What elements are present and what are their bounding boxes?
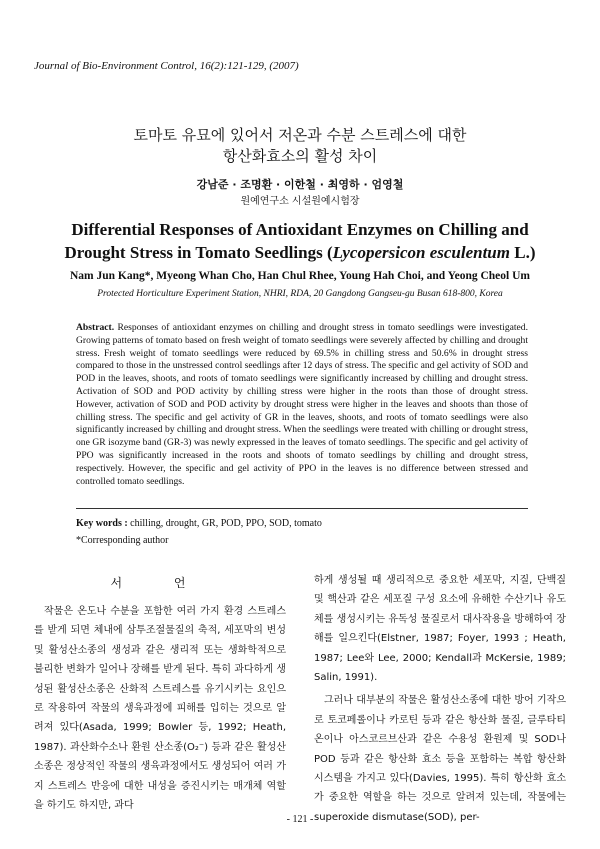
right-column-paragraph-2: 그러나 대부분의 작물은 활성산소종에 대한 방어 기작으로 토코페롤이나 카로틴 등과 같은 항산화 물질, 글루타티온이나 아스코르브산과 같은 수용성 환원제 및 SOD나 POD 등과 같은 항산화 효소 등을 포함하는 복합 항산화 시스템을 가지고 있다(Davies, 1995). 특히 항산화 효소가 중요한 역할을 하는 것으로 알려져 있는데, 작물에는 superoxide dismutase(SOD), per- [314,695,566,823]
english-title-line-2-suffix: L.) [510,243,536,262]
english-title-line-2-prefix: Drought Stress in Tomato Seedlings ( [64,243,333,262]
species-name: Lycopersicon esculentum [332,243,510,262]
abstract-label: Abstract. [76,322,115,333]
left-column-paragraph: 작물은 온도나 수분을 포함한 여러 가지 환경 스트레스를 받게 되면 체내에 삼투조절물질의 축적, 세포막의 변성 및 활성산소종의 생성과 같은 생리적 또는 생화학적으로 불리한 변화가 일어나 장해를 받게 된다. 특히 과다하게 생성된 활성산소종은 산화적 스트레스를 유기시키는 요인으로 작용하여 작물의 생육과정에 피해를 입히는 것으로 알려져 있다(Asada, 1999; Bowler 등, 1992; Heath, 1987). 과산화수소나 환원 산소종(O₂⁻) 등과 같은 활성산소종은 정상적인 작물의 생육과정에서도 생성되어 여러 가지 스트레스 반응에 대한 내성을 증진시키는 매개체 역할을 하기도 하지만, 과다 [34,606,286,812]
section-heading: 서 언 [110,576,210,590]
korean-title-line-1: 토마토 유묘에 있어서 저온과 수분 스트레스에 대한 [133,126,467,144]
corresponding-author: *Corresponding author [76,535,169,546]
abstract-divider [76,508,528,509]
korean-authors: 강남준 · 조명환 · 이한철 · 최영하 · 엄영철 [196,178,404,191]
abstract [76,322,528,488]
english-title-line-1: Differential Responses of Antioxidant Enzymes on Chilling and [71,220,529,239]
journal-citation: Journal of Bio-Environment Control, 16(2):121-129, (2007) [34,60,299,72]
right-column [314,571,566,827]
keywords-text: chilling, drought, GR, POD, PPO, SOD, tomato [127,518,322,529]
english-affiliation: Protected Horticulture Experiment Station, NHRI, RDA, 20 Gangdong Gangseu-gu Busan 618-800, Korea [97,289,503,299]
left-column [34,602,286,815]
korean-affiliation: 원예연구소 시설원예시험장 [240,196,360,207]
keywords-label: Key words : [76,518,128,529]
page-number: - 121 - [286,814,314,825]
english-title-line-2 [0,241,600,264]
korean-title-line-2: 항산화효소의 활성 차이 [222,147,378,165]
keywords [76,518,322,529]
right-column-paragraph-1: 하게 생성될 때 생리적으로 중요한 세포막, 지질, 단백질 및 핵산과 같은 세포질 구성 요소에 유해한 수산기나 유도체를 생성시키는 유독성 물질로서 대사작용을 방해하여 장해를 일으킨다(Elstner, 1987; Foyer, 1993 ; Heath, 1987; Lee와 Lee, 2000; Kendall과 McKersie, 1989; Salin, 1991). [314,575,566,684]
abstract-text: Responses of antioxidant enzymes on chilling and drought stress in tomato seedlings were investigated. Growing patterns of tomato based on fresh weight of tomato seedlings were severely affected by chilling and drought stress. Fresh weight of tomato seedlings were reduced by 69.5% in chilling stress and 50.6% in drought stress compared to those in the unstressed control seedlings after 12 days of stress. The specific and gel activity of SOD and POD in the leaves, shoots, and roots of tomato seedlings were significantly increased by chilling and drought stress. Activation of SOD and POD activity by chilling stress were higher in the roots than those of drought stress. However, activation of SOD and POD activity by drought stress were higher in the leaves and shoots than those of chilling stress. The specific and gel activity of GR in the leaves, shoots, and roots of tomato seedlings were also significantly increased by chilling and drought stress. When the seedlings were treated with chilling or drought stress, one GR isozyme band (GR-3) was newly expressed in the leaves of tomato seedlings. The specific and gel activity of PPO was significantly increased in the roots and shoots of tomato seedlings by chilling and drought stress, respectively. However, the specific and gel activity of PPO in the leaves is no difference between stressed and controlled tomato seedlings. [76,322,528,487]
english-title [0,218,600,264]
english-authors: Nam Jun Kang*, Myeong Whan Cho, Han Chul Rhee, Young Hah Choi, and Yeong Cheol Um [70,270,530,282]
